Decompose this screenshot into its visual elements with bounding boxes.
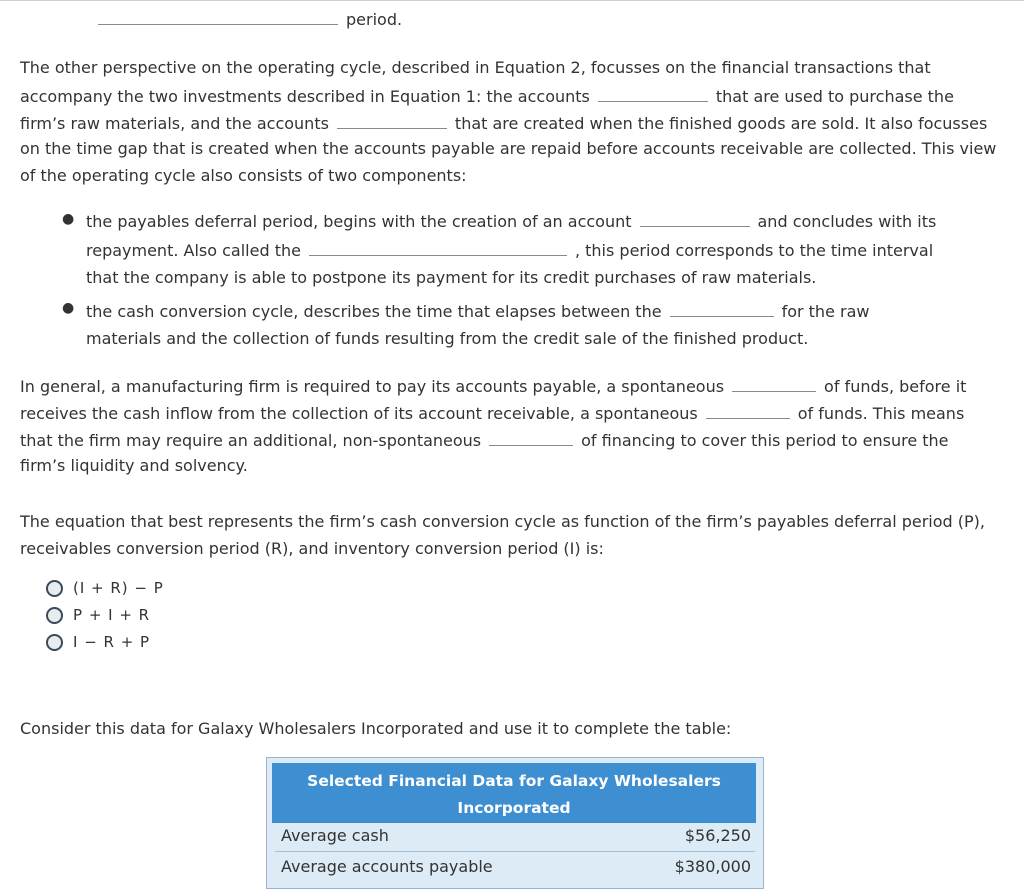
para2-text-1a: In general, a manufacturing firm is required to pay its accounts payable, a spontaneous — [20, 377, 725, 396]
question-text-1: The equation that best represents the firm’s cash conversion cycle as function of the firm’s payables deferral period (P), — [20, 512, 985, 531]
para1-text-4: on the time gap that is created when the accounts payable are repaid before accounts receivable are collected. This view — [20, 139, 997, 158]
para2-text-2b: of funds. This means — [797, 404, 965, 423]
consider-label: Consider this data for Galaxy Wholesalers Incorporated and use it to complete the table: — [20, 719, 732, 738]
para2-text-4: firm’s liquidity and solvency. — [20, 456, 248, 475]
blank-top[interactable] — [98, 4, 338, 25]
option-2[interactable] — [46, 605, 150, 625]
bullet1-text-1b: and concludes with its — [757, 212, 937, 231]
top-divider — [0, 0, 1024, 1]
para2-line3 — [20, 425, 949, 454]
para1-line3 — [20, 108, 987, 137]
blank-non-spontaneous[interactable] — [489, 425, 573, 446]
row-label-cash: Average cash — [281, 826, 389, 845]
bullet1-text-1a: the payables deferral period, begins with the creation of an account — [86, 212, 632, 231]
para2-text-2a: receives the cash inflow from the collection of its account receivable, a spontaneous — [20, 404, 698, 423]
para1-text-5: of the operating cycle also consists of two components: — [20, 166, 467, 185]
para1-text-2a: accompany the two investments described in Equation 1: the accounts — [20, 87, 590, 106]
row-value-ap: $380,000 — [674, 857, 751, 876]
row-value-cash: $56,250 — [684, 826, 751, 845]
question-text-2: receivables conversion period (R), and inventory conversion period (I) is: — [20, 539, 604, 558]
table-title-2: Incorporated — [457, 799, 571, 817]
para2-line1 — [20, 371, 966, 400]
para2-line2 — [20, 398, 964, 427]
para1-line5 — [20, 162, 467, 189]
radio-icon[interactable] — [46, 634, 63, 651]
option-label-2: P + I + R — [73, 606, 151, 624]
para2-text-3a: that the firm may require an additional, non-spontaneous — [20, 431, 482, 450]
para1-text-1: The other perspective on the operating cycle, described in Equation 2, focusses on the financial transactions that — [20, 58, 931, 77]
bullet2-text-1b: for the raw — [781, 302, 870, 321]
option-label-1: (I + R) − P — [73, 579, 164, 597]
option-3[interactable] — [46, 632, 150, 652]
bullet1-text-3: that the company is able to postpone its payment for its credit purchases of raw materials. — [86, 268, 817, 287]
top-line — [20, 4, 402, 33]
top-suffix: period. — [346, 10, 403, 29]
blank-payable-account[interactable] — [640, 206, 750, 227]
bullet-dot-1: ● — [62, 211, 75, 227]
question-line2 — [20, 535, 604, 562]
bullet-dot-2: ● — [62, 300, 75, 316]
para2-text-3b: of financing to cover this period to ensure the — [581, 431, 949, 450]
option-label-3: I − R + P — [73, 633, 151, 651]
blank-also-called[interactable] — [309, 235, 567, 256]
bullet-2 — [86, 296, 966, 352]
table-header — [272, 763, 756, 823]
blank-accounts-receivable[interactable] — [337, 108, 447, 129]
para1-text-3b: that are created when the finished goods are sold. It also focusses — [454, 114, 988, 133]
bullet2-text-2: materials and the collection of funds resulting from the credit sale of the finished product. — [86, 329, 809, 348]
bullet2-text-1a: the cash conversion cycle, describes the time that elapses between the — [86, 302, 662, 321]
blank-spontaneous-1[interactable] — [732, 371, 816, 392]
bullet1-text-2a: repayment. Also called the — [86, 241, 301, 260]
blank-spontaneous-2[interactable] — [706, 398, 790, 419]
blank-payment[interactable] — [670, 296, 774, 317]
para2-line4 — [20, 452, 248, 479]
para2-text-1b: of funds, before it — [824, 377, 967, 396]
question-line1 — [20, 508, 985, 535]
para1-line1 — [20, 54, 931, 81]
option-1[interactable] — [46, 578, 164, 598]
row-label-ap: Average accounts payable — [281, 857, 493, 876]
radio-icon[interactable] — [46, 580, 63, 597]
para1-line4 — [20, 135, 996, 162]
bullet-1 — [86, 206, 966, 291]
para1-text-3a: firm’s raw materials, and the accounts — [20, 114, 329, 133]
consider-text — [20, 715, 731, 742]
financial-data-table — [266, 757, 764, 889]
row-divider — [275, 851, 755, 852]
para1-line2 — [20, 81, 954, 110]
para1-text-2b: that are used to purchase the — [715, 87, 954, 106]
radio-icon[interactable] — [46, 607, 63, 624]
table-title-1: Selected Financial Data for Galaxy Wholesalers — [307, 772, 721, 790]
blank-accounts-payable[interactable] — [598, 81, 708, 102]
bullet1-text-2b: , this period corresponds to the time interval — [574, 241, 934, 260]
